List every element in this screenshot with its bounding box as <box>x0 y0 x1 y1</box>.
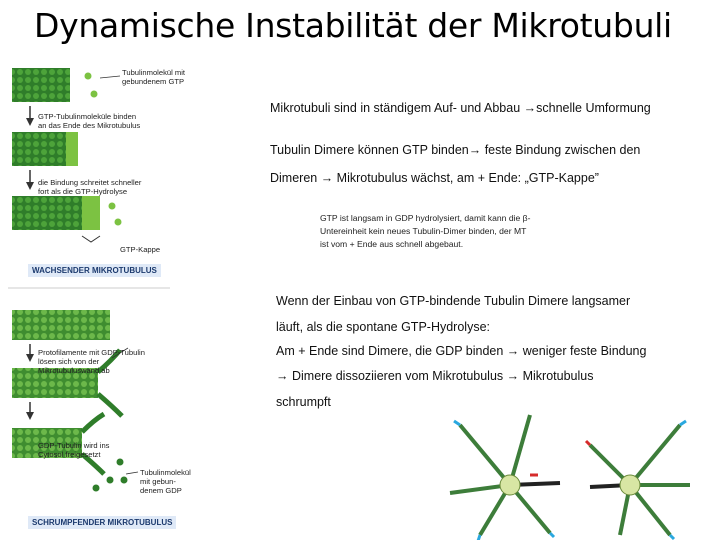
text-line-2: Tubulin Dimere können GTP binden→ feste Bindung zwischen den <box>270 143 641 157</box>
text-line-4: Wenn der Einbau von GTP-bindende Tubulin Dimere langsamer <box>276 294 631 308</box>
label-gtp-binding: GTP-Tubulinmoleküle binden an das Ende des Mikrotubulus <box>38 112 141 130</box>
aster-right <box>586 421 690 539</box>
label-gtp-cap: GTP-Kappe <box>120 245 161 254</box>
small-note: GTP ist langsam in GDP hydrolysiert, damit kann die β- Untereinheit kein neues Tubulin-Dimer binden, der MT ist vom + Ende aus schnell abgebaut. <box>320 213 531 249</box>
text-line-1: Mikrotubuli sind in ständigem Auf- und Abbau →schnelle Umformung <box>270 101 651 115</box>
text-line-3: Dimeren → Mikrotubulus wächst, am + Ende: „GTP-Kappe” <box>270 171 599 185</box>
shrinking-microtubule-band: SCHRUMPFENDER MIKROTUBULUS <box>28 516 176 529</box>
aster-illustration <box>440 405 700 540</box>
aster-left <box>450 415 560 540</box>
text-line-7: → Dimere dissoziieren vom Mikrotubulus → Mikrotubulus <box>276 369 594 383</box>
microtubule-stage-1 <box>12 68 70 102</box>
slide-title: Dynamische Instabilität der Mikrotubuli <box>34 6 672 45</box>
tubulin-dimer <box>91 91 98 98</box>
label-tubulin-gdp: Tubulinmolekül mit gebun- denem GDP <box>140 468 191 495</box>
label-faster-binding: die Bindung schreitet schneller fort als die GTP-Hydrolyse <box>38 178 142 196</box>
text-line-5: läuft, als die spontane GTP-Hydrolyse: <box>276 320 490 334</box>
text-line-8: schrumpft <box>276 395 331 409</box>
microtubule-diagram <box>0 60 260 540</box>
label-gdp-released: GDP-Tubulin wird ins Cytosol freigesetzt <box>38 441 110 459</box>
text-line-6: Am + Ende sind Dimere, die GDP binden → weniger feste Bindung <box>276 344 647 358</box>
label-tubulin-gtp: Tubulinmolekül mit gebundenem GTP <box>122 68 186 86</box>
label-protofilament: Protofilamente mit GDP-Tubulin lösen sich von der Mikrotubuluswand ab <box>38 348 145 375</box>
tubulin-dimer <box>85 73 92 80</box>
growing-microtubule-band: WACHSENDER MIKROTUBULUS <box>28 264 161 277</box>
microtubule-shrink-1 <box>12 310 110 340</box>
